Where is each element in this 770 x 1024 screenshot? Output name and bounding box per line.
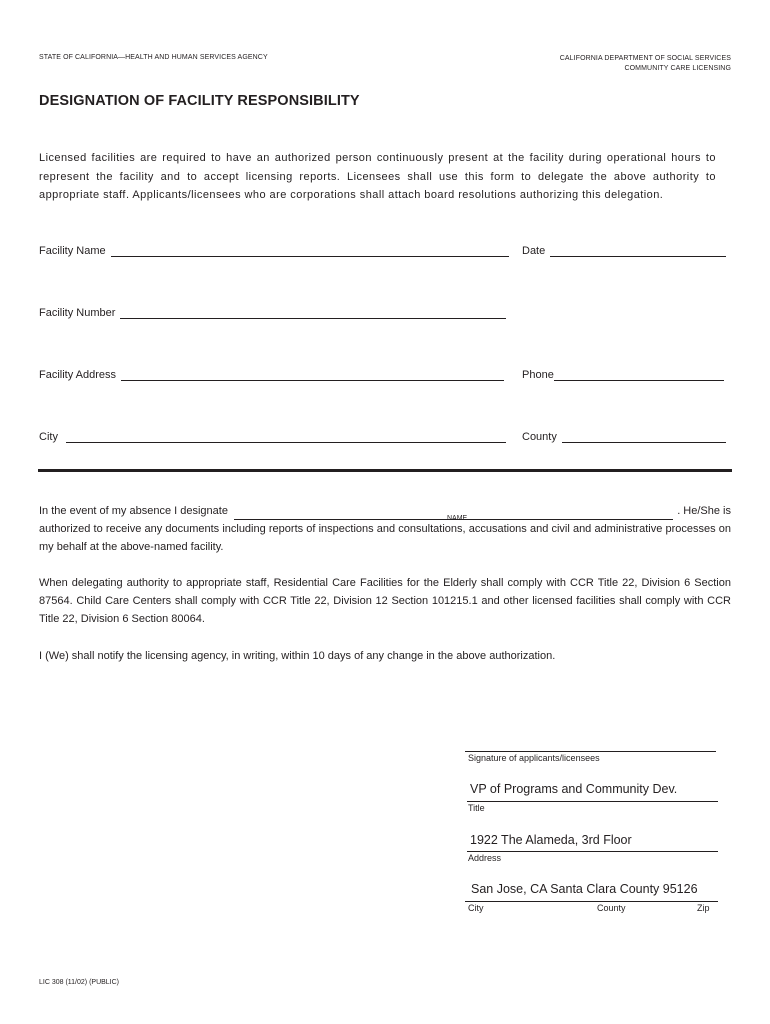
designation-rest: authorized to receive any documents including reports of inspections and consultations, accusations and civil and administrative processes on my behalf at the above-named facility. (39, 523, 731, 553)
date-field[interactable] (522, 244, 726, 257)
facility-number-label: Facility Number (39, 307, 116, 319)
sig-county-caption: County (597, 903, 626, 913)
intro-paragraph: Licensed facilities are required to have an authorized person continuously present at the facility during operational hours to represent the facility and to accept licensing reports. Licensees shall use this form to delegate the above authority to appropriate staff. Applicants/licensees who are corporations shall attach board resolutions authorizing this delegation. (39, 152, 716, 201)
county-line[interactable] (562, 430, 726, 443)
form-title: DESIGNATION OF FACILITY RESPONSIBILITY (39, 93, 360, 109)
sig-zip-caption: Zip (697, 903, 710, 913)
signature-line[interactable] (465, 751, 716, 752)
city-line[interactable] (66, 430, 506, 443)
facility-address-line[interactable] (121, 368, 504, 381)
notify-paragraph: I (We) shall notify the licensing agency, in writing, within 10 days of any change in the above authorization. (39, 650, 556, 662)
section-divider (38, 469, 732, 472)
date-label: Date (522, 245, 546, 257)
facility-address-label: Facility Address (39, 369, 117, 381)
facility-name-field[interactable] (39, 244, 509, 257)
agency-header: STATE OF CALIFORNIA—HEALTH AND HUMAN SERVICES AGENCY (39, 54, 268, 61)
city-state-value[interactable]: San Jose, CA Santa Clara County 95126 (471, 882, 698, 896)
facility-number-line[interactable] (120, 306, 506, 319)
phone-label: Phone (522, 369, 554, 381)
designation-paragraph (39, 502, 731, 556)
city-state-line (465, 901, 718, 902)
title-caption: Title (468, 803, 485, 813)
date-line[interactable] (550, 244, 726, 257)
facility-number-field[interactable] (39, 306, 506, 319)
facility-name-label: Facility Name (39, 245, 106, 257)
county-field[interactable] (522, 430, 726, 443)
phone-line[interactable] (554, 368, 724, 381)
address-value[interactable]: 1922 The Alameda, 3rd Floor (470, 833, 632, 847)
department-line-1: CALIFORNIA DEPARTMENT OF SOCIAL SERVICES (559, 55, 731, 62)
city-label: City (39, 431, 58, 443)
department-line-2: COMMUNITY CARE LICENSING (624, 65, 731, 72)
city-field[interactable] (39, 430, 506, 443)
phone-field[interactable] (522, 368, 724, 381)
address-caption: Address (468, 853, 502, 863)
address-line (467, 851, 718, 852)
title-value[interactable]: VP of Programs and Community Dev. (470, 782, 678, 796)
name-caption: NAME (447, 515, 468, 522)
facility-address-field[interactable] (39, 368, 504, 381)
designation-lead: In the event of my absence I designate (39, 505, 228, 517)
sig-city-caption: City (468, 903, 484, 913)
department-header (560, 54, 731, 74)
ccr-paragraph: When delegating authority to appropriate staff, Residential Care Facilities for the Elderly shall comply with CCR Title 22, Division 6 Section 87564. Child Care Centers shall comply with CCR Title 22, Division 12 Section 101215.1 and other licensed facilities shall comply with CCR Title 22, Division 6 Section 80064. (39, 577, 731, 625)
designation-first-line (39, 502, 731, 520)
designation-tail: . He/She is (677, 505, 731, 517)
form-number: LIC 308 (11/02) (PUBLIC) (39, 979, 120, 986)
county-label: County (522, 431, 557, 443)
facility-name-line[interactable] (111, 244, 509, 257)
signature-caption: Signature of applicants/licensees (468, 753, 600, 763)
title-line (467, 801, 718, 802)
